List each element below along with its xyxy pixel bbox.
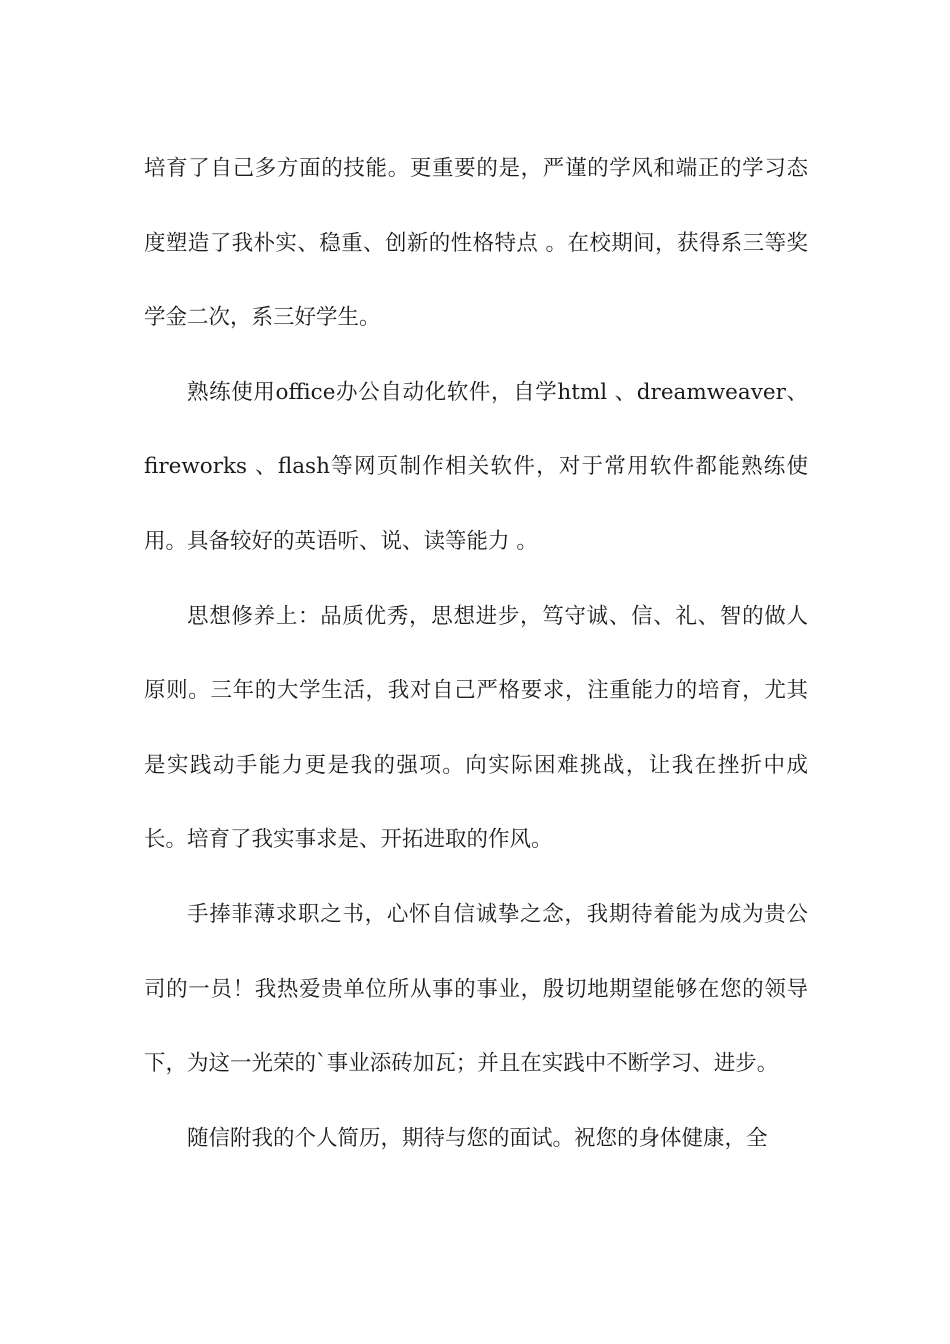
- paragraph-continuation: 培育了自己多方面的技能。更重要的是，严谨的学风和端正的学习态度塑造了我朴实、稳重、创新的性格特点 。在校期间，获得系三等奖学金二次，系三好学生。: [144, 156, 808, 331]
- paragraph-character: 思想修养上：品质优秀，思想进步，笃守诚、信、礼、智的做人原则。三年的大学生活，我对自己严格要求，注重能力的培育，尤其是实践动手能力更是我的强项。向实际困难挑战，让我在挫折中成长。培育了我实事求是、开拓进取的作风。: [144, 603, 808, 853]
- paragraph-skills: 熟练使用office办公自动化软件，自学html 、dreamweaver、fireworks 、flash等网页制作相关软件，对于常用软件都能熟练使用。具备较好的英语听、说、读等能力 。: [144, 379, 808, 554]
- paragraph-closing: 随信附我的个人简历，期待与您的面试。祝您的身体健康，全: [187, 1125, 768, 1151]
- letter-body: [144, 132, 808, 1176]
- paragraph-aspiration: 手捧菲薄求职之书，心怀自信诚挚之念，我期待着能为成为贵公司的一员！我热爱贵单位所从事的事业，殷切地期望能够在您的领导下，为这一光荣的`事业添砖加瓦；并且在实践中不断学习、进步。: [144, 901, 808, 1077]
